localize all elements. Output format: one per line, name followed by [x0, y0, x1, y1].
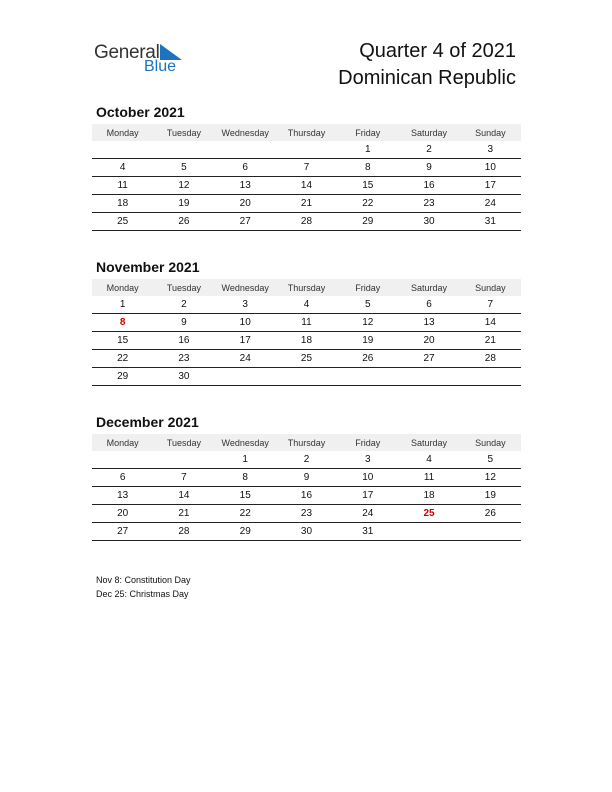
day-cell: 9 — [426, 162, 432, 173]
week-row — [92, 487, 521, 505]
day-cell: 12 — [484, 472, 496, 483]
day-cell: 9 — [181, 317, 187, 328]
day-cell: 29 — [117, 371, 129, 382]
day-cell: 12 — [178, 180, 190, 191]
day-cell: 6 — [242, 162, 248, 173]
weekday-label: Thursday — [287, 127, 326, 138]
day-cell: 13 — [117, 490, 129, 501]
day-cell: 15 — [239, 490, 251, 501]
day-cell: 22 — [239, 508, 251, 519]
week-row — [92, 296, 521, 314]
day-cell: 3 — [364, 454, 371, 465]
day-cell: 17 — [239, 335, 251, 346]
page-subtitle: Dominican Republic — [338, 67, 516, 89]
weekday-label: Wednesday — [221, 127, 269, 138]
weekday-label: Friday — [355, 282, 381, 293]
day-cell: 26 — [178, 216, 190, 227]
day-cell: 8 — [364, 162, 371, 173]
day-cell: 23 — [300, 508, 313, 519]
week-row — [92, 451, 521, 469]
day-cell: 7 — [303, 162, 310, 173]
day-cell: 14 — [178, 490, 190, 501]
page-title: Quarter 4 of 2021 — [359, 40, 516, 62]
day-cell: 31 — [484, 216, 496, 227]
week-row — [92, 159, 521, 177]
weekday-label: Saturday — [411, 282, 448, 293]
day-cell: 25 — [117, 216, 129, 227]
weekday-label: Monday — [106, 282, 139, 293]
day-cell: 22 — [117, 353, 129, 364]
week-row — [92, 141, 521, 159]
day-cell: 19 — [178, 198, 190, 209]
weekday-label: Monday — [106, 127, 139, 138]
weekday-label: Tuesday — [166, 127, 202, 138]
week-row — [92, 195, 521, 213]
day-cell: 30 — [300, 526, 313, 537]
day-cell: 18 — [300, 335, 313, 346]
holiday-notes — [96, 573, 191, 601]
week-row — [92, 505, 521, 523]
page-header — [338, 38, 516, 92]
day-cell: 15 — [117, 335, 129, 346]
day-cell: 16 — [300, 490, 313, 501]
day-cell: 22 — [362, 198, 374, 209]
weekday-header-row — [92, 434, 521, 451]
day-cell: 1 — [364, 144, 371, 155]
week-row — [92, 523, 521, 541]
month-title: October 2021 — [96, 104, 185, 120]
week-row — [92, 314, 521, 332]
day-cell: 12 — [362, 317, 374, 328]
day-cell: 20 — [239, 198, 251, 209]
holiday-note: Nov 8: Constitution Day — [96, 575, 191, 585]
day-cell: 20 — [117, 508, 129, 519]
day-cell: 14 — [484, 317, 496, 328]
weekday-label: Friday — [355, 127, 381, 138]
week-row — [92, 469, 521, 487]
week-row — [92, 177, 521, 195]
day-cell: 16 — [423, 180, 435, 191]
logo-general-text: General — [94, 42, 160, 63]
day-cell: 15 — [362, 180, 374, 191]
day-cell: 7 — [181, 472, 187, 483]
day-cell: 11 — [423, 472, 435, 483]
day-cell: 26 — [484, 508, 496, 519]
weekday-label: Thursday — [287, 437, 326, 448]
day-cell: 26 — [362, 353, 374, 364]
day-cell: 28 — [484, 353, 496, 364]
day-cell: 13 — [423, 317, 435, 328]
day-cell: 23 — [178, 353, 190, 364]
week-row — [92, 332, 521, 350]
holiday-note: Dec 25: Christmas Day — [96, 589, 189, 599]
weekday-label: Friday — [355, 437, 381, 448]
day-cell-holiday: 8 — [119, 317, 126, 328]
day-cell: 4 — [119, 162, 126, 173]
day-cell: 16 — [178, 335, 190, 346]
weekday-label: Sunday — [475, 437, 506, 448]
day-cell: 1 — [119, 299, 126, 310]
month-december — [92, 414, 521, 541]
day-cell: 17 — [484, 180, 496, 191]
day-cell: 14 — [300, 180, 313, 191]
weekday-label: Tuesday — [166, 282, 202, 293]
day-cell: 21 — [178, 508, 190, 519]
day-cell-holiday: 25 — [423, 508, 435, 519]
weekday-label: Saturday — [411, 437, 448, 448]
day-cell: 19 — [484, 490, 496, 501]
day-cell: 7 — [487, 299, 494, 310]
day-cell: 10 — [362, 472, 374, 483]
day-cell: 6 — [119, 472, 126, 483]
logo-blue-text: Blue — [144, 58, 177, 75]
day-cell: 24 — [362, 508, 374, 519]
day-cell: 30 — [423, 216, 435, 227]
day-cell: 21 — [484, 335, 496, 346]
weekday-label: Wednesday — [221, 437, 269, 448]
day-cell: 5 — [181, 162, 187, 173]
day-cell: 21 — [300, 198, 313, 209]
day-cell: 3 — [242, 299, 248, 310]
weekday-label: Thursday — [287, 282, 326, 293]
day-cell: 18 — [423, 490, 435, 501]
day-cell: 30 — [178, 371, 190, 382]
day-cell: 24 — [239, 353, 251, 364]
day-cell: 6 — [426, 299, 432, 310]
day-cell: 19 — [362, 335, 374, 346]
day-cell: 1 — [242, 454, 248, 465]
weekday-header-row — [92, 279, 521, 296]
day-cell: 24 — [484, 198, 496, 209]
day-cell: 2 — [181, 299, 187, 310]
day-cell: 10 — [484, 162, 496, 173]
day-cell: 31 — [362, 526, 374, 537]
day-cell: 11 — [301, 317, 312, 328]
month-november — [92, 259, 521, 386]
day-cell: 10 — [239, 317, 251, 328]
day-cell: 2 — [426, 144, 432, 155]
day-cell: 5 — [364, 299, 371, 310]
weekday-label: Tuesday — [166, 437, 202, 448]
week-row — [92, 213, 521, 231]
day-cell: 9 — [303, 472, 310, 483]
weekday-label: Sunday — [475, 282, 506, 293]
day-cell: 23 — [423, 198, 435, 209]
day-cell: 25 — [300, 353, 313, 364]
day-cell: 11 — [117, 180, 128, 191]
weekday-header-row — [92, 124, 521, 141]
weekday-label: Monday — [106, 437, 139, 448]
day-cell: 18 — [117, 198, 129, 209]
day-cell: 2 — [303, 454, 310, 465]
day-cell: 17 — [362, 490, 374, 501]
logo — [94, 40, 194, 80]
day-cell: 3 — [487, 144, 494, 155]
day-cell: 27 — [239, 216, 251, 227]
day-cell: 29 — [362, 216, 374, 227]
day-cell: 8 — [242, 472, 248, 483]
day-cell: 13 — [239, 180, 251, 191]
month-title: November 2021 — [96, 259, 200, 275]
day-cell: 27 — [423, 353, 435, 364]
day-cell: 29 — [239, 526, 251, 537]
day-cell: 4 — [426, 454, 432, 465]
day-cell: 4 — [303, 299, 310, 310]
day-cell: 28 — [178, 526, 190, 537]
weekday-label: Sunday — [475, 127, 506, 138]
day-cell: 27 — [117, 526, 129, 537]
day-cell: 20 — [423, 335, 435, 346]
weekday-label: Wednesday — [221, 282, 269, 293]
weekday-label: Saturday — [411, 127, 448, 138]
month-october — [92, 104, 521, 231]
week-row — [92, 350, 521, 368]
month-title: December 2021 — [96, 414, 199, 430]
day-cell: 28 — [300, 216, 313, 227]
week-row — [92, 368, 521, 386]
day-cell: 5 — [487, 454, 494, 465]
